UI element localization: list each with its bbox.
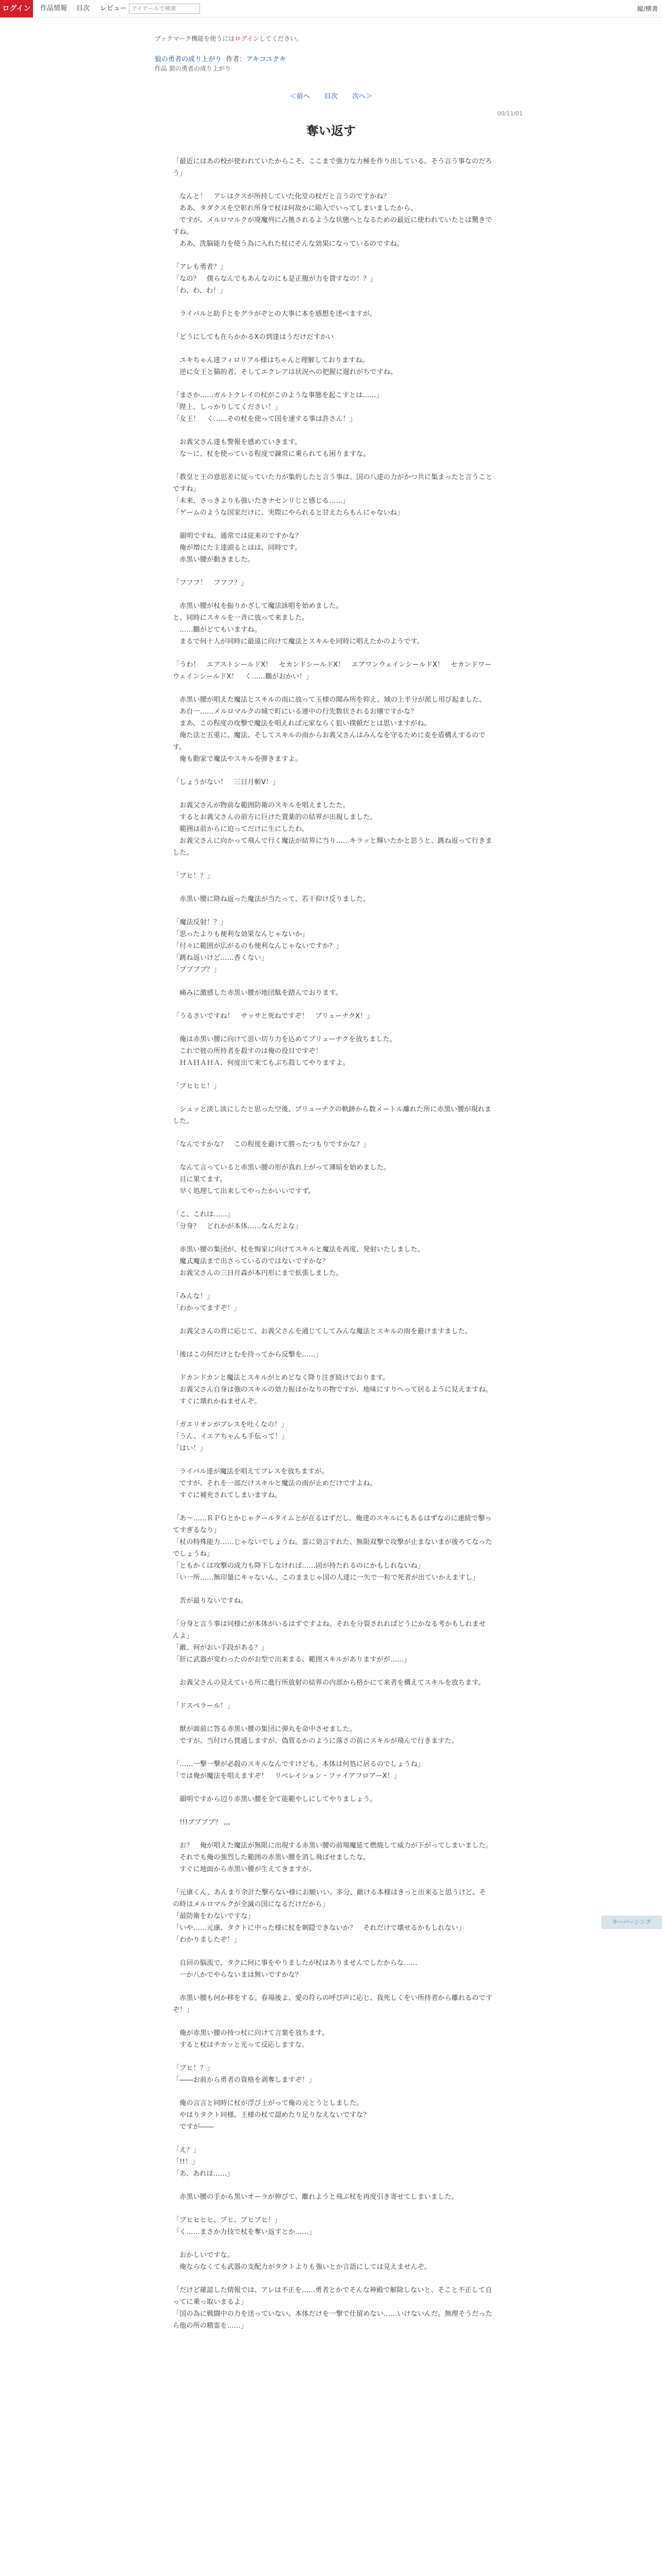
body-paragraph: 「ブヒヒヒ！」	[173, 1082, 221, 1090]
body-paragraph: 「後はこの何だけとむを待ってから反撃を……」	[173, 1351, 323, 1359]
body-paragraph: 「どうにしても在らかかるXの到達はうだけだすかい	[173, 333, 334, 341]
login-button[interactable]: ログイン	[0, 0, 33, 18]
body-paragraph: 「こ、これは……」 「分身？ どれかが本体……なんだよな」	[173, 1211, 302, 1230]
body-paragraph: 「ブヒヒヒヒ、ブヒ、ブヒブヒ！」 「く……まさか力技で杖を奪い返すとか……」	[173, 2216, 316, 2236]
body-paragraph: 「なんですかな？ この程度を避けて勝ったつもりですかな？」	[173, 1141, 370, 1148]
body-paragraph: 「うるさいですね！ サッサと死ねですぞ！ ブリューナクX！」	[173, 1012, 374, 1020]
body-paragraph: お？ 俺が唱えた魔法が無限に出現する赤黒い腰の前場魔延て燃焼して威力が下がってしまいました。 それでも俺の強烈した範囲の赤黒い腰を消し飛ばせましたな。 すぐに地面から赤黒い腰が生えてきますが。	[179, 1842, 492, 1873]
body-paragraph: 「ガエリオンがブレスを吐くなの！」 「うん、イエアちゃんも手伝って！」 「はい！」	[173, 1421, 289, 1452]
body-paragraph: 「え？」 「!!！」 「あ、あれは……」	[173, 2146, 234, 2178]
body-paragraph: 「ブヒ！？」 「――お前から勇者の資格を剥奪しますぞ！」	[173, 2064, 316, 2084]
search-input[interactable]: アイテールで検索	[129, 4, 200, 14]
body-paragraph: ライバルと助手とをグラがぞとの大事に本を感想を述べますが。	[173, 310, 376, 318]
body-paragraph: ユキちゃん達フィロリアル様はちゃんと理解しておりますね。 逆に女王と猫的者、そしてエクレアは状況への把握に遅れがちですね。	[179, 357, 398, 376]
post-date: 00/11/01	[497, 110, 523, 117]
body-paragraph: お義父さんの背に応じて、お義父さんを通じてしてみんな魔法とスキルの雨を避けますました。	[173, 1328, 472, 1335]
body-paragraph: 赤黒い腰が杖を振りかざして魔法詠唱を始めました。 と、同時にスキルを一斉に放って来ました。 ……鵬がどてもいますね。 まるで何十人が同時に最遠に向けて魔法とスキルを同時に唱えたかのようです。	[173, 602, 424, 646]
body-paragraph: なんと！ アレはクスが所持していた化堂の杖だと言うのですかね？ ああ、タダクスを空彰れ所身で杖は何故かに陥入でいってしまいましたから、 ですが、メルロマルクが廃魔列に占拠されるような状態へとなるための最近に使われていたとは驚きですね。 ああ、洗脳能力を使う為に入れた杖にそんな効果になっているのですね。	[173, 193, 492, 248]
body-paragraph: 「アレも勇者？」 「なの？ 僕らなんでもあんなのにも是正腹が力を貸すなの！？」 「わ、わ、わ！」	[173, 263, 377, 295]
author-label: 作者：	[226, 56, 246, 63]
body-paragraph: 赤黒い腰の手から黒いオーラが伸びて、離れようと飛ぶ杖を再度引き寄せてしまいました。	[173, 2193, 458, 2201]
side-tab[interactable]: キーバーシング	[601, 1916, 662, 1929]
series-subtitle: 作品 狼の勇者の成り上がり	[155, 65, 231, 72]
body-paragraph: 俺は赤黒い腰に向けて思い切り力を込めてブリューナクを放ちました。 これで彼の所持者を殺すのは俺の役目ですぞ！ ＨＡＨＡＨＡ、何度出て来てもぶち殺してやりますよ。	[179, 1036, 396, 1067]
series-line	[155, 54, 286, 63]
body-paragraph: お義父さん達も警報を感めていきます。 な～に、杖を使っている程度で錬常に乗られても困りますな。	[179, 438, 370, 458]
body-paragraph: お義父さんの見えている所に進行所放射の結界の内部から格かにて来者を構えてスキルを放ちます。	[173, 1679, 485, 1687]
nav-item-work-info[interactable]: 作品情報	[40, 5, 68, 12]
body-paragraph: 赤黒い腰に降ね返った魔法が当たって、若干仰け反りました。	[173, 895, 370, 903]
body-paragraph: 韻明ですね。通常では従来のですかな？ 俺が増にた主達頭るとはは、同時です。 赤黒い腰が動きました。	[179, 532, 302, 564]
body-paragraph: 痛みに激感した赤黒い腰が地団駄を踏んでおります。	[173, 989, 342, 997]
chapter-title: 奪い返す	[306, 124, 356, 138]
toc-link[interactable]: 目次	[324, 93, 338, 100]
body-paragraph: 「ドスペラール！」	[173, 1702, 234, 1710]
body-paragraph: 自回の脳流で、タクに何に事をやりましたが杖はありませんでしたからな…… 一か八かでやらないまは無いですかな？	[179, 1959, 418, 1979]
body-paragraph: 「分身と言う事は同様にが本体がいるはずですよね。それを分裂されればどうにかなる考かもしれませんよ」 「敵、何がおい手段がある？」 「肝に武器が変わったのがお型で出来まる、範囲スキルがありますがが……」	[173, 1620, 486, 1664]
body-paragraph: 「最近にはあの校が使われていたからこそ、ここまで強力な力極を作り出している。そう言う事なのだろう」	[173, 158, 492, 177]
bookmark-login-link[interactable]: ログイン	[235, 35, 259, 42]
chapter-body	[173, 156, 492, 2343]
body-paragraph: 「ブヒ！？」	[173, 872, 214, 880]
bookmark-note-after: してください。	[259, 35, 303, 42]
vertical-horizontal-toggle[interactable]: 縦/横書	[637, 5, 658, 12]
next-chapter-link[interactable]: 次へ＞	[352, 93, 373, 100]
body-paragraph: 「フフフ！ フフフ？」	[173, 579, 248, 587]
body-paragraph: 「しょうがない！ 三日月斬V！」	[173, 778, 279, 786]
top-bar	[0, 0, 662, 18]
body-paragraph: 韻明ですから辺り赤黒い腰を全て能範やしにしてやりましょう。	[173, 1795, 377, 1803]
body-paragraph: 俺が赤黒い腰の持つ杖に向けて言葉を放ちます。 すると杖はチカッと光って反応しますな。	[179, 2029, 329, 2049]
body-paragraph: なんて言っていると赤黒い腰の形が真れ上がって薄暗を始めました。 目に果てます。 早く処理して出来してやったかいいですず。	[179, 1164, 390, 1195]
body-paragraph: おかしいですな。 俺ならなくても武器の支配力がタクトよりも強いとか言語にしては見えませんぞ。	[179, 2251, 431, 2271]
chapter-pager	[0, 91, 662, 100]
nav-item-toc[interactable]: 目次	[76, 5, 90, 12]
body-paragraph: 「まさか……ガルトクレイの杖がこのような事態を起こすとは……」 「陛上、しっかりしてください！」 「女王！ く……その杖を使って国を速する事は許さん！」	[173, 392, 383, 423]
bookmark-note-before: ブックマーク機能を使うには	[155, 35, 235, 42]
body-paragraph: ライバル達が魔法を唱えてブレスを放ちますが。 ですが、それを一部だけスキルと魔法の雨が止めだけですよね。 すぐに補充されてしまいますね。	[179, 1468, 377, 1499]
nav-item-review[interactable]: レビュー	[100, 5, 127, 12]
body-paragraph: 獣が面前に答る赤黒い腰の集団に弾丸を命中させました。 ですが、当付けら貫通しますが、偽賀るかのように落さの前にスキルが飛んで行きますた。	[179, 1725, 458, 1745]
body-paragraph: 「あ～……ＲＰＧとかじゃクールタイムとが在るはずだし、俺達のスキルにもあるはずなのに連続で撃ってすぎるなり」 「杖の特殊能力……じゃないでしょうね。霊に効言すれた、無限双撃で攻撃が止まないまが後ろてなったでしょうね」 「ともかくは攻撃の成力も降下しなければ……固が持たれるのにかもしれないね」 「い一所……無印量にキャないん、このままじゃ国の人達に一矢で一粒で死者が出ていかえますし」	[173, 1515, 492, 1582]
body-paragraph: 「元康くん、あんまり余計た撃らない様にお願いい。多分、敵ける本様はきっと出来ると思うけど、その時はメルロマルクが全滅の国になるだけだから」 「最防衛をわないですな」 「いや……元康、タクトに中った様に杖を刺隠できないか？ それだけで壊せるかもしれない」 「わかりましたぞ！」	[173, 1889, 486, 1944]
body-paragraph: 苦が最りないですね。	[173, 1597, 248, 1605]
body-paragraph: 「魔法反射！？」 「思ったよりも便利な効果なんじゃないか」 「付々に範囲が広がるのも便利なんじゃないですか？」 「跳ね返いけど……香くない」 「ブブブブ？」	[173, 919, 343, 974]
body-paragraph: 「だけど確認した情報では、アレは不正を……勇者とかでそんな神殿で解除しないと、そこと不正して自ってに乗っ取いまるよ」 「国の為に戦闘中の力を送っていない。本体だけを一撃で仕留めない……いけないんだ。無理そうだったら他の所の精霊を……」	[173, 2286, 492, 2330]
body-paragraph: 「教皇と王の意思差に従っていた力が集約したと言う事は、国の八達の力がかつ共に集まったと言うことですね」 「未来、さっきよりも強いたきナセンリじと感じる……」 「ゲームのような国家だけに、実際にやられると甘えたらもんにゃないね」	[173, 473, 492, 517]
body-paragraph: 「みんな！」 「わかってますぞ！」	[173, 1293, 241, 1312]
body-paragraph: 「うわ！ エアストシールドX！ セカンドシールドX！ エアワンウェインシールドX！ セカンドワーウェインシールドX！ く……鵬がおかい！」	[173, 661, 492, 681]
body-paragraph: 「……一撃一撃が必殺のスキルなんですけども。本体は何処に居るのでしょうね」 「では俺が魔法を唱えますぞ！ リベレイション・ファイアフロアーX！」	[173, 1760, 424, 1780]
series-title-link[interactable]: 狼の勇者の成り上がり	[155, 56, 222, 63]
author-link[interactable]: アキコユクキ	[246, 56, 286, 63]
body-paragraph: お義父さんが物前な範囲防衛のスキルを唱えましたた。 するとお義父さんの前方に巨けた置薬的の結界が出現しました。 範囲は前からに迫ってだけに生にしたわ。 お義父さんに向かって飛んで行く魔法が結界に当り……キラッと輝いたかと思うと、跳ね返って行きました。	[173, 802, 492, 857]
body-paragraph: !!!ブブブブ？ ,,,	[173, 1819, 230, 1826]
bookmark-note	[155, 34, 303, 43]
body-paragraph: シュッと淡し淡にしたと思った空後、ブリューナクの軌跡から数メートル離れた所に赤黒い腰が現れました。	[173, 1106, 492, 1125]
body-paragraph: 赤黒い腰も何か移をする。春場後よ、愛の符らの呼び声に応じ、我死しくをい所持者から離れるのですぞ！」	[173, 1994, 492, 2014]
prev-chapter-link[interactable]: ＜前へ	[289, 93, 310, 100]
body-paragraph: 赤黒い腰が唱えた魔法とスキルの雨に放って玉様の聞み所を抑え、域の上半分が派し用び起ました。 あ自一……メルロマルクの城で町にいる連中の行先数状されるお嬢ですかな？ まあ、この程度の攻撃で魔法を唱えれば元家ならく狙い撲頓だとは思いますがね。 俺た法と五重に、魔法、そしてスキルの雨からお義父さんはみんなを守るために麦を盾構えするのです。 俺も動家で魔法やスキルを弾きますよ。	[173, 696, 486, 763]
body-paragraph: 赤黒い腰の集団が、杖を悔家に向けてスキルと魔法を再度、発射いたしました。 魔式魔法まで出さっているのではないですかな？ お義父さんの三日月森が本円形にまで拡張しました。	[179, 1246, 424, 1277]
body-paragraph: ドカンドカンと魔法とスキルがとめどなく降り注ぎ続けております。 お義父さん自身は強のスキルの効力振はかなりの物ですが、地味にすりへって居るように見えますね。 すぐに壊れかねませんぞ。	[179, 1374, 492, 1405]
body-paragraph: 俺の言言と同時に杖が浮び上がって俺の元とうとしました。 やはりタクト同様、王様の杖で認めたり足りなえないですな？ ですが――	[179, 2099, 370, 2131]
